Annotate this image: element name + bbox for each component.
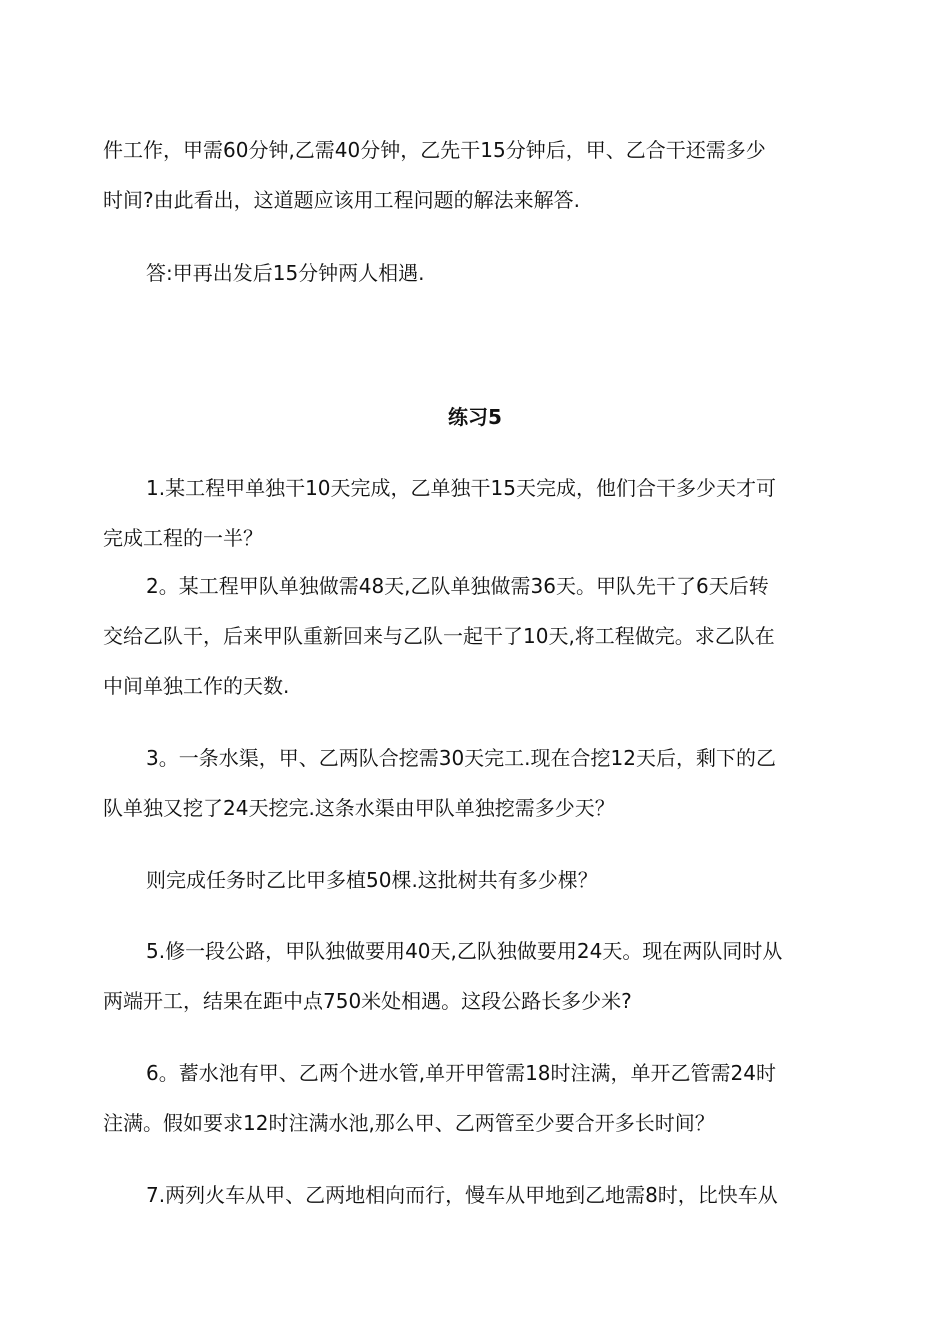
- problem-6: [103, 1048, 863, 1148]
- problem-1: [103, 463, 863, 563]
- problem-3: [103, 733, 863, 833]
- problem-5: [103, 926, 863, 1026]
- problem-5-line-1: 5.修一段公路，甲队独做要用40天,乙队独做要用24天。现在两队同时从: [146, 939, 783, 963]
- intro-line-2: 时间?由此看出，这道题应该用工程问题的解法来解答.: [103, 188, 580, 212]
- problem-2-line-1: 2。某工程甲队单独做需48天,乙队单独做需36天。甲队先干了6天后转: [146, 574, 769, 598]
- answer-line: 答:甲再出发后15分钟两人相遇.: [146, 261, 425, 285]
- problem-3-line-1: 3。一条水渠，甲、乙两队合挖需30天完工.现在合挖12天后，剩下的乙: [146, 746, 776, 770]
- problem-5-line-2: 两端开工，结果在距中点750米处相遇。这段公路长多少米?: [103, 989, 632, 1013]
- problem-7: [103, 1170, 863, 1220]
- problem-1-line-1: 1.某工程甲单独干10天完成，乙单独干15天完成，他们合干多少天才可: [146, 476, 776, 500]
- problem-1-line-2: 完成工程的一半？: [103, 526, 263, 550]
- answer-paragraph: [146, 248, 906, 298]
- problem-2-line-2: 交给乙队干，后来甲队重新回来与乙队一起干了10天,将工程做完。求乙队在: [103, 624, 775, 648]
- exercise-title: 练习5: [448, 405, 502, 429]
- problem-4: [103, 855, 863, 905]
- problem-4-line-1: 则完成任务时乙比甲多植50棵.这批树共有多少棵？: [146, 868, 598, 892]
- problem-6-line-1: 6。蓄水池有甲、乙两个进水管,单开甲管需18时注满，单开乙管需24时: [146, 1061, 776, 1085]
- problem-3-line-2: 队单独又挖了24天挖完.这条水渠由甲队单独挖需多少天？: [103, 796, 615, 820]
- intro-line-1: 件工作，甲需60分钟,乙需40分钟，乙先干15分钟后，甲、乙合干还需多少: [103, 138, 766, 162]
- problem-6-line-2: 注满。假如要求12时注满水池,那么甲、乙两管至少要合开多长时间？: [103, 1111, 715, 1135]
- problem-2: [103, 561, 863, 711]
- problem-7-line-1: 7.两列火车从甲、乙两地相向而行，慢车从甲地到乙地需8时，比快车从: [146, 1183, 778, 1207]
- intro-paragraph: [103, 125, 863, 225]
- problem-2-line-3: 中间单独工作的天数.: [103, 674, 290, 698]
